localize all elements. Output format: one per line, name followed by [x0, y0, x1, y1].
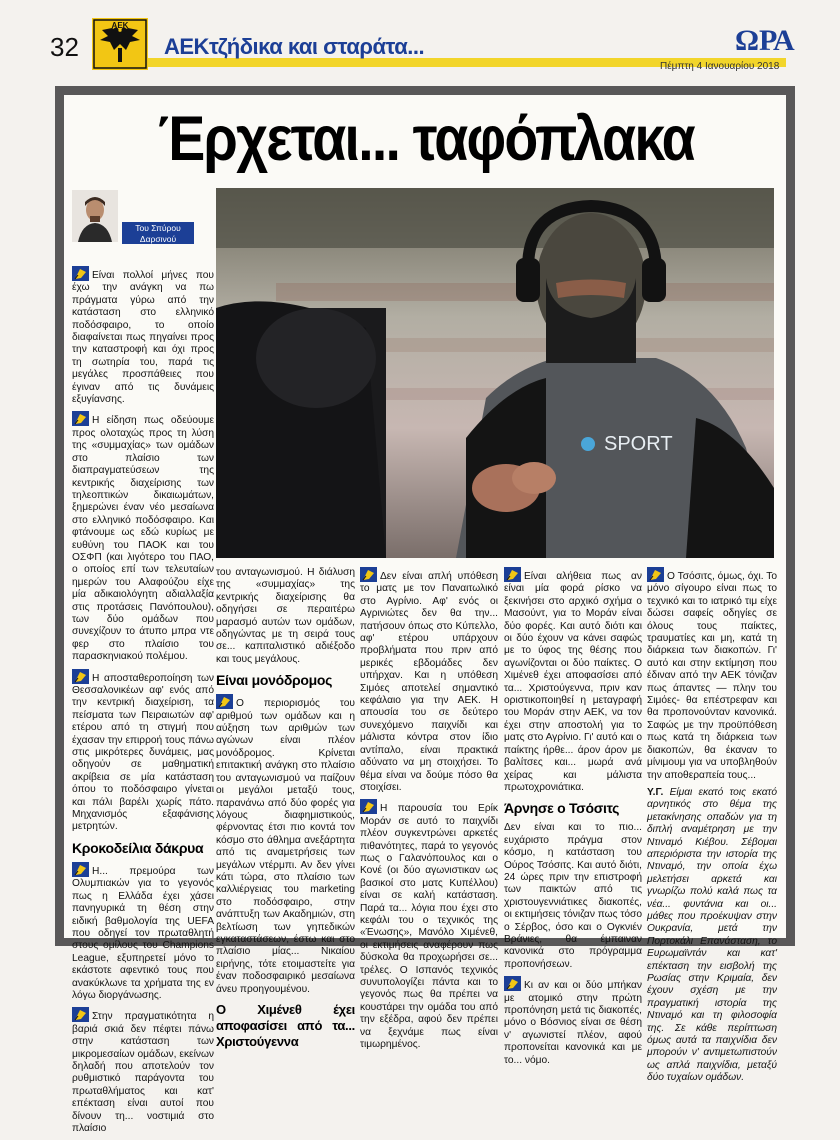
paragraph: Η αποσταθεροποίηση των Θεσσαλονικέων αφ' ενός από την κεντρική διαχείριση, τα πείσματα των Πειραιωτών αφ' ετέρου από τη στιγμή που έχασαν την επιρροή τους πάνω στις μικρότερες δυνάμεις, μας οδηγούν σε μαθηματική ακρίβεια σε μία κατάσταση όπου το ποδόσφαιρο γίνεται και πάλι βαρέλι χωρίς πάτο. Μηχανισμός εξαφάνισης μετρητών.: [72, 669, 214, 834]
cameraman-photo: [216, 188, 774, 558]
paragraph: Στην πραγματικότητα η βαριά σκιά δεν πέφτει πάνω στην κατάσταση των μικρομεσαίων ομάδων, εκείνων δηλαδή που αποτελούν τον ρυθμιστικό παράγοντα του πρωταθλήματος και κατ' επέκταση είναι αυτοί που δίνουν τη... νοστιμιά στο πλαίσιο: [72, 1007, 214, 1135]
pen-nib-icon: [360, 567, 377, 582]
pen-nib-icon: [72, 1007, 89, 1022]
subheading: Άρνησε ο Τσόσιτς: [504, 800, 620, 817]
postscript: [647, 787, 777, 1085]
article-column-2: [216, 567, 355, 1056]
paragraph: του ανταγωνισμού. Η διάλυση της «συμμαχίας» της κεντρικής διαχείρισης θα οδηγήσει σε περαιτέρω μαρασμό αυτών των ομάδων, οδηγώντας με τη σειρά τους σε... καπιταλιστικό αδιέξοδο και τους μεγάλους.: [216, 567, 355, 665]
paragraph: Η είδηση πως οδεύουμε προς ολοταχώς προς τη λύση της «συμμαχίας» των ομάδων στο πλαίσιο των διαπραγματεύσεων της κεντρικής διαχείρισης των τηλεοπτικών δικαιωμάτων, ξημερώνει έναν νέο μεσαίωνα στο ελληνικό ποδόσφαιρο. Και φτάνουμε ως εδώ κυρίως με ευθύνη του ΠΑΟΚ και του ΟΣΦΠ (και λιγότερο του ΠΑΟ, ο οποίος επί των τελευταίων ημερών του Αλαφούζου είχε μία αδικαιολόγητη αδιαλλαξία στις προτάσεις Πανόπουλου), των δύο ομάδων που συνεχίζουν το άτυπο μπρα ντε φερ στο πλαίσιο του παρασκηνιακού πολέμου.: [72, 411, 214, 663]
brand-logo: ΩΡΑ: [735, 24, 795, 57]
postscript-text: Είμαι εκατό τοις εκατό αρνητικός στο θέμα της μετακίνησης οπαδών για τη διπλή αναμέτρηση με την Ντιναμό Κιέβου. Σέβομαι απεριόριστα την ιστορία της Ντιναμό, την οποία έχω μελετήσει αρκετά και γνωρίζω πολύ καλά πως τα νέα... φυντάνια και οι... μάθες που προέκυψαν στην Ουκρανία, μετά την Πορτοκάλι Επανάσταση, το Ευρωμαϊντάν και κατ' επέκταση την εισβολή της Ρωσίας στην Κριμαία, δεν έχουν σχέση με την πραγματική ιστορία της Ντιναμό και τη φιλοσοφία της. Σε κάθε περίπτωση όμως αυτά τα παιχνίδια δεν μπορούν ν' αντιμετωπιστούν ως απλά παιχνίδια, μεταξύ δύο τυχαίων ομάδων.: [647, 786, 777, 1084]
postscript-label: Υ.Γ.: [647, 786, 664, 798]
pen-nib-icon: [360, 799, 377, 814]
paragraph: Η παρουσία του Ερίκ Μοράν σε αυτό το παιχνίδι πλέον συγκεντρώνει αρκετές πιθανότητες, παρά το γεγονός πως ο Γαλανόπουλος και ο Κονέ (οι δύο αγωνιστικαν ως βασικοί στο ματς Κυπέλλου) είναι σε καλή κατάσταση. Παρά τα... λόγια που έχει στο κεφάλι του ο τεχνικός της «Ένωσης», Μανόλο Χιμένεθ, οι εκτιμήσεις αναφέρουν πως δύσκολα θα προχωρήσει σε... τρέλες. Ο Ισπανός τεχνικός συνυπολογίζει πάντα και το γεγονός πως θα πρέπει να κουστάρει την ομάδα του από την εξέδρα, αφού δεν πρέπει να ξεχνάμε πως είναι τιμωρημένος.: [360, 799, 498, 1051]
pen-nib-icon: [504, 567, 521, 582]
pen-nib-icon: [72, 862, 89, 877]
paragraph: Η... πρεμούρα των Ολυμπιακών για το γεγονός πως η Ελλάδα έχει χάσει πανηγυρικά τη θέση στην ειδική βαθμολογία της UEFA που οδηγεί τον πρωταθλητή στους ομίλους του Champions League, εξυπηρετεί μόνο το εκάστοτε αφεντικό τους που ανακύκλωνε τα χρήματα της εν λόγω διοργάνωσης.: [72, 862, 214, 1002]
subheading: Κροκοδείλια δάκρυα: [72, 839, 204, 856]
paragraph: Είναι πολλοί μήνες που έχω την ανάγκη να πω πράγματα γύρω από την κατάσταση στο ελληνικό ποδόσφαιρο, το οποίο διαφαίνεται πως πηγαίνει προς την καταστροφή και όχι προς τη σωτηρία του, παρά τις μεγάλες προσπάθειες που έγιναν από τις δυνάμεις εξυγίανσης.: [72, 266, 214, 406]
paragraph: Ο Τσόσιτς, όμως, όχι. Το μόνο σίγουρο είναι πως το τεχνικό και το ιατρικό τιμ είχε δώσει σαφείς οδηγίες σε όλους τους παίκτες, τραυματίες και μη, κατά τη διάρκεια των διακοπών. Γι' αυτό και στην εκτίμηση που έδιναν από την ΑΕΚ τόνιζαν πως άπαντες — πλην του Σιμόες- θα επέστρεφαν και θα προπονούνταν κανονικά. Σαφώς με την προϋπόθεση πως κατά τη διάρκεια των διακοπών, θα έκαναν το μίνιμουμ για να υποβληθούν την αποθεραπεία τους...: [647, 567, 777, 782]
aek-eagle-logo: [92, 18, 148, 70]
byline-line-1: Του Σπύρου: [135, 223, 181, 233]
author-photo: [72, 190, 118, 242]
page-number: 32: [50, 32, 79, 62]
article-column-3: [360, 567, 498, 1056]
paragraph: Ο περιορισμός του αριθμού των ομάδων και η αύξηση των αριθμών των αγώνων είναι πλέον μονόδρομος. Κρίνεται επιτακτική ανάγκη στο πλαίσιο του ανταγωνισμού να παίζουν οι μεγάλοι μεταξύ τους, παρανάνω από δύο φορές για λόγους διαφημιστικούς, φέρνοντας έτσι πιο κοντά τον κόσμο στο άθλημα ανεξάρτητα από τις αναμετρήσεις των μεγάλων ντέρμπι. Αν δεν γίνει κάτι τώρα, στο πλαίσιο των καλλιέργειας του marketing στο ποδόσφαιρο, στην ανάπτυξη των Ακαδημιών, στη βελτίωση των γηπεδικών εγκαταστάσεων, έστω και στο πλαίσιο μίας... Νικαίου ειρήνης, τότε ετοιμαστείτε για έναν ποδοσφαιρικό μεσαίωνα άνευ προηγουμένου.: [216, 694, 355, 996]
pen-nib-icon: [72, 411, 89, 426]
pen-nib-icon: [647, 567, 664, 582]
article-headline: Έρχεται... ταφόπλακα: [158, 104, 694, 174]
photo-sport-badge: SPORT: [604, 433, 673, 455]
pen-nib-icon: [72, 669, 89, 684]
paragraph: Δεν είναι απλή υπόθεση το ματς με τον Παναιτωλικό στο Αγρίνιο. Αφ' ενός οι Αγρινιώτες δεν θα την... πατήσουν όπως στο Κύπελλο, αφ' ετέρου υπάρχουν προβλήματα που πριν από μερικές εβδομάδες δεν υπήρχαν. Και η υπόθεση Σιμόες αποτελεί σημαντικό κεφάλαιο για την ΑΕΚ. Η απουσία του σε δεύτερο συνεχόμενο παιχνίδι και μάλιστα κόντρα στον ίδιο αντίπαλο, είναι πρακτικά αδύνατο να μη στοιχήσει. Το θέμα είναι να δούμε πόσο θα στοιχίσει.: [360, 567, 498, 794]
article-column-1: [72, 266, 214, 1140]
pen-nib-icon: [216, 694, 233, 709]
byline: [122, 222, 194, 244]
article-column-4: [504, 567, 642, 1072]
logo-text: AEK: [111, 21, 129, 30]
paragraph: Δεν είναι και το πιο... ευχάριστο πράγμα στον κόσμο, η κατάσταση του Ούρος Τσόσιτς. Και αυτό διότι, 24 ώρες πριν την επιστροφή των παικτών από τις χριστουγεννιάτικες διακοπές, οι εκτιμήσεις τόνιζαν πως τόσο ο Σέρβος, όσο και ο Ογκνιέν Βράνιες, θα έμπαιναν κανονικά στο πρόγραμμα προπονήσεων.: [504, 822, 642, 970]
pen-nib-icon: [72, 266, 89, 281]
issue-date: Πέμπτη 4 Ιανουαρίου 2018: [660, 61, 780, 72]
subheading: Είναι μονόδρομος: [216, 672, 333, 689]
pen-nib-icon: [504, 976, 521, 991]
article-column-5: [647, 567, 777, 1090]
byline-line-2: Δαρσινού: [139, 233, 177, 244]
section-title: ΑΕΚτζήδικα και σταράτα...: [164, 34, 425, 59]
paragraph: Είναι αλήθεια πως αν είναι μία φορά ρίσκο να ξεκινήσει στο αρχικό σχήμα ο Μασούντ, για το Μοράν είναι δύο φορές. Και αυτό διότι και οι δύο έχουν να κάνει σαφώς με το ύφος της θέσης που αγωνίζονται οι δύο παίκτες. Ο Χιμένεθ έχει αποφασίσει από τα... Χριστούγεννα, πριν καν οριστικοποιηθεί η μεταγραφή του Μοράν στην ΑΕΚ, να τον έχει στην αποστολή για το ματς στο Αγρίνιο. Γι' αυτό και ο παίκτης ήρθε... άρον άρον με βαλίτσες και... μωρά ανά χείρας και μάλιστα πρωτοχρονιάτικα.: [504, 567, 642, 794]
paragraph: Κι αν και οι δύο μπήκαν με ατομικό στην πρώτη προπόνηση μετά τις διακοπές, μόνο ο Βόσνιος είναι σε θέση ν' αγωνιστεί πλέον, αφού προπονείται κανονικά και με το... νόμο.: [504, 976, 642, 1067]
subheading: Ο Χιμένεθ έχει αποφασίσει από τα... Χριστούγεννα: [216, 1002, 355, 1049]
